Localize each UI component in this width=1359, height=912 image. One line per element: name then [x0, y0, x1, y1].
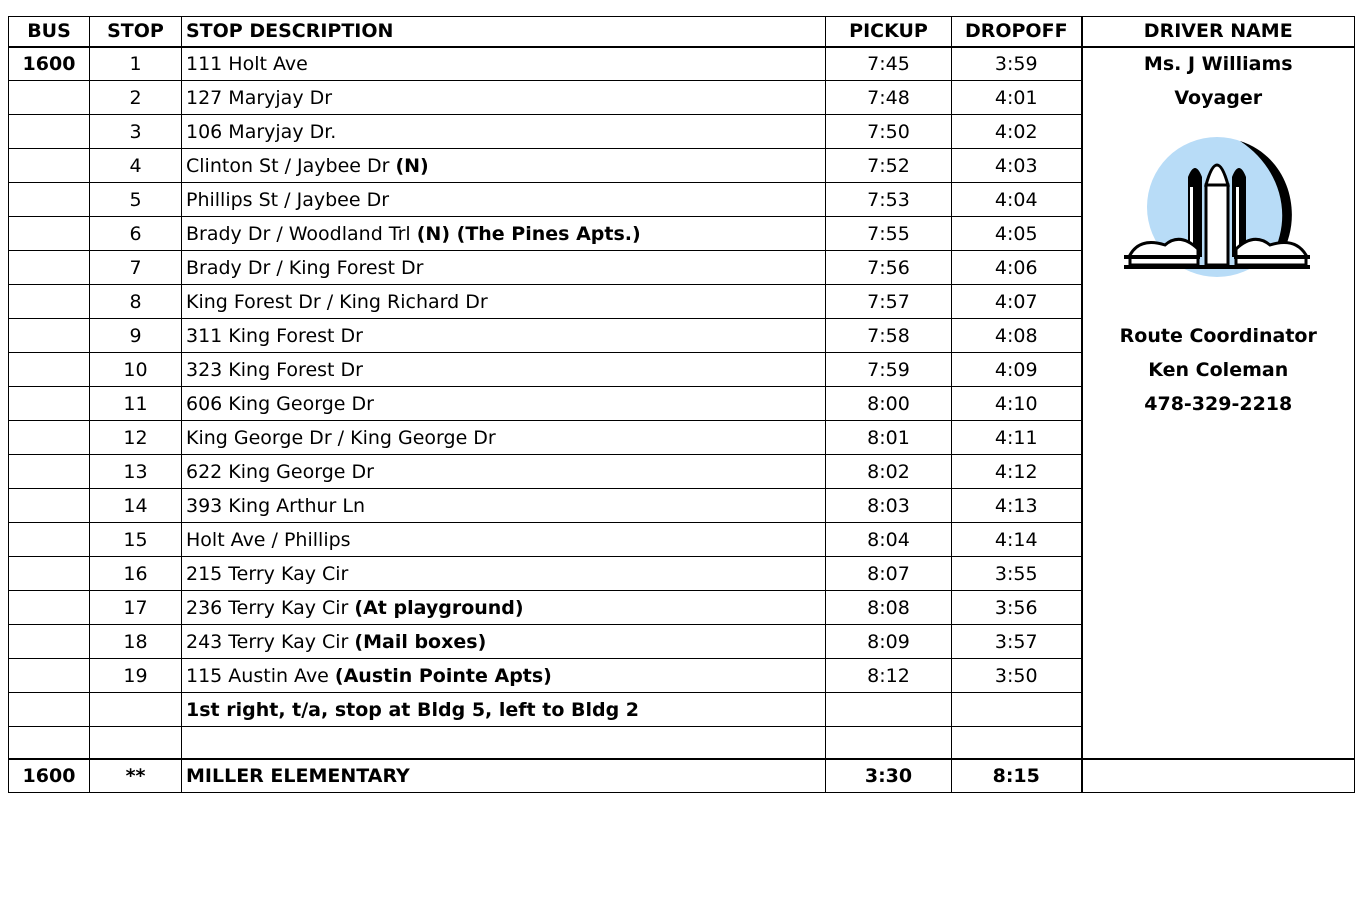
dropoff-time-cell: 3:50 — [952, 659, 1082, 693]
table-row — [9, 81, 1355, 115]
pickup-time-cell — [826, 727, 952, 759]
stop-number-cell: 14 — [90, 489, 182, 523]
driver-info-cell — [1082, 285, 1355, 319]
table-row — [9, 353, 1355, 387]
stop-description-cell — [182, 489, 826, 523]
table-row — [9, 387, 1355, 421]
header-pickup: PICKUP — [826, 17, 952, 47]
pickup-time-cell: 7:59 — [826, 353, 952, 387]
bus-number-cell — [9, 115, 90, 149]
stop-address: King George Dr / King George Dr — [186, 426, 496, 449]
stop-address: 127 Maryjay Dr — [186, 86, 333, 109]
dropoff-time-cell: 3:55 — [952, 557, 1082, 591]
table-row — [9, 557, 1355, 591]
stop-description-cell — [182, 659, 826, 693]
dropoff-time-cell: 4:05 — [952, 217, 1082, 251]
driver-info-cell — [1082, 693, 1355, 727]
pickup-time-cell: 7:48 — [826, 81, 952, 115]
stop-address: 243 Terry Kay Cir — [186, 630, 355, 653]
stop-address: 111 Holt Ave — [186, 52, 308, 75]
stop-description-cell — [182, 115, 826, 149]
dropoff-time-cell: 4:11 — [952, 421, 1082, 455]
stop-number-cell: 2 — [90, 81, 182, 115]
pickup-time-cell: 7:52 — [826, 149, 952, 183]
bus-number-cell — [9, 659, 90, 693]
dropoff-time-cell: 4:12 — [952, 455, 1082, 489]
table-row — [9, 455, 1355, 489]
dropoff-time-cell: 3:57 — [952, 625, 1082, 659]
stop-number-cell: 10 — [90, 353, 182, 387]
bus-number-cell — [9, 727, 90, 759]
stop-note: (N) (The Pines Apts.) — [416, 222, 641, 245]
dropoff-time-cell: 4:06 — [952, 251, 1082, 285]
pickup-time-cell: 8:12 — [826, 659, 952, 693]
destination-pickup-cell: 3:30 — [826, 759, 952, 793]
bus-number-cell — [9, 285, 90, 319]
pickup-time-cell: 8:00 — [826, 387, 952, 421]
driver-info-cell — [1082, 421, 1355, 455]
dropoff-time-cell: 4:14 — [952, 523, 1082, 557]
stop-description-cell — [182, 693, 826, 727]
destination-name-cell: MILLER ELEMENTARY — [182, 759, 826, 793]
driver-info-cell — [1082, 591, 1355, 625]
table-row — [9, 523, 1355, 557]
bus-number-cell: 1600 — [9, 47, 90, 81]
stop-description-cell — [182, 353, 826, 387]
header-description: STOP DESCRIPTION — [182, 17, 826, 47]
stop-address: Brady Dr / King Forest Dr — [186, 256, 424, 279]
destination-dropoff-cell: 8:15 — [952, 759, 1082, 793]
table-row — [9, 489, 1355, 523]
bus-number-cell — [9, 693, 90, 727]
bus-number-cell — [9, 557, 90, 591]
stop-number-cell: 3 — [90, 115, 182, 149]
pickup-time-cell: 7:56 — [826, 251, 952, 285]
table-row — [9, 285, 1355, 319]
stop-number-cell: 18 — [90, 625, 182, 659]
destination-driver-cell — [1082, 759, 1355, 793]
bus-number-cell — [9, 455, 90, 489]
stop-number-cell: 12 — [90, 421, 182, 455]
bus-number-cell — [9, 319, 90, 353]
driver-info-cell — [1082, 659, 1355, 693]
bus-number-cell — [9, 251, 90, 285]
dropoff-time-cell — [952, 727, 1082, 759]
table-row — [9, 421, 1355, 455]
dropoff-time-cell: 4:10 — [952, 387, 1082, 421]
driver-info-cell: 478-329-2218 — [1082, 387, 1355, 421]
stop-description-cell — [182, 387, 826, 421]
table-row — [9, 659, 1355, 693]
table-row — [9, 591, 1355, 625]
stop-address: Brady Dr / Woodland Trl — [186, 222, 417, 245]
stop-address: 323 King Forest Dr — [186, 358, 363, 381]
stop-note: (N) — [395, 154, 429, 177]
stop-number-cell: 13 — [90, 455, 182, 489]
driver-info-cell — [1082, 523, 1355, 557]
bus-number-cell — [9, 81, 90, 115]
stop-description-cell — [182, 183, 826, 217]
stop-address: 622 King George Dr — [186, 460, 374, 483]
stop-description-cell — [182, 47, 826, 81]
stop-note: 1st right, t/a, stop at Bldg 5, left to Bldg 2 — [186, 698, 640, 721]
pickup-time-cell: 7:57 — [826, 285, 952, 319]
stop-number-cell: 4 — [90, 149, 182, 183]
pickup-time-cell: 7:53 — [826, 183, 952, 217]
destination-row — [9, 759, 1355, 793]
stop-note: (At playground) — [354, 596, 524, 619]
pickup-time-cell: 8:01 — [826, 421, 952, 455]
bus-number-cell — [9, 523, 90, 557]
stop-description-cell — [182, 149, 826, 183]
stop-description-cell — [182, 591, 826, 625]
stop-note: (Austin Pointe Apts) — [334, 664, 552, 687]
header-bus: BUS — [9, 17, 90, 47]
stop-address: 115 Austin Ave — [186, 664, 335, 687]
stop-number-cell: 19 — [90, 659, 182, 693]
driver-info-cell — [1082, 557, 1355, 591]
pickup-time-cell: 8:08 — [826, 591, 952, 625]
destination-stop-cell: ** — [90, 759, 182, 793]
pickup-time-cell — [826, 693, 952, 727]
dropoff-time-cell: 4:04 — [952, 183, 1082, 217]
stop-number-cell: 1 — [90, 47, 182, 81]
bus-number-cell — [9, 489, 90, 523]
stop-number-cell: 17 — [90, 591, 182, 625]
stop-number-cell: 7 — [90, 251, 182, 285]
stop-description-cell — [182, 455, 826, 489]
stop-number-cell: 11 — [90, 387, 182, 421]
dropoff-time-cell: 4:07 — [952, 285, 1082, 319]
header-dropoff: DROPOFF — [952, 17, 1082, 47]
header-driver-name: DRIVER NAME — [1082, 17, 1355, 47]
stop-description-cell — [182, 727, 826, 759]
dropoff-time-cell: 4:02 — [952, 115, 1082, 149]
stop-number-cell: 6 — [90, 217, 182, 251]
bus-number-cell — [9, 421, 90, 455]
bus-number-cell — [9, 217, 90, 251]
table-row — [9, 47, 1355, 81]
stop-description-cell — [182, 625, 826, 659]
stop-number-cell: 9 — [90, 319, 182, 353]
stop-number-cell — [90, 693, 182, 727]
dropoff-time-cell: 4:13 — [952, 489, 1082, 523]
pickup-time-cell: 8:04 — [826, 523, 952, 557]
bus-number-cell — [9, 387, 90, 421]
stop-number-cell: 8 — [90, 285, 182, 319]
stop-description-cell — [182, 251, 826, 285]
stop-address: 106 Maryjay Dr. — [186, 120, 337, 143]
bus-number-cell — [9, 625, 90, 659]
stop-address: Clinton St / Jaybee Dr — [186, 154, 396, 177]
driver-info-cell — [1082, 455, 1355, 489]
pickup-time-cell: 8:09 — [826, 625, 952, 659]
stop-address: Phillips St / Jaybee Dr — [186, 188, 390, 211]
bus-number-cell — [9, 183, 90, 217]
table-row — [9, 319, 1355, 353]
table-row — [9, 693, 1355, 727]
table-row — [9, 625, 1355, 659]
pickup-time-cell: 7:55 — [826, 217, 952, 251]
stop-description-cell — [182, 217, 826, 251]
destination-bus-cell: 1600 — [9, 759, 90, 793]
dropoff-time-cell: 4:03 — [952, 149, 1082, 183]
bus-number-cell — [9, 591, 90, 625]
stop-description-cell — [182, 81, 826, 115]
stop-number-cell: 16 — [90, 557, 182, 591]
dropoff-time-cell: 4:09 — [952, 353, 1082, 387]
dropoff-time-cell: 4:01 — [952, 81, 1082, 115]
stop-address: 215 Terry Kay Cir — [186, 562, 349, 585]
dropoff-time-cell: 3:59 — [952, 47, 1082, 81]
bus-number-cell — [9, 353, 90, 387]
bus-number-cell — [9, 149, 90, 183]
dropoff-time-cell — [952, 693, 1082, 727]
header-row — [9, 17, 1355, 47]
pickup-time-cell: 8:03 — [826, 489, 952, 523]
stop-number-cell: 5 — [90, 183, 182, 217]
stop-description-cell — [182, 421, 826, 455]
space-shuttle-icon — [1120, 137, 1314, 287]
stop-address: 606 King George Dr — [186, 392, 374, 415]
dropoff-time-cell: 3:56 — [952, 591, 1082, 625]
stop-address: 236 Terry Kay Cir — [186, 596, 355, 619]
stop-address: 311 King Forest Dr — [186, 324, 363, 347]
stop-number-cell: 15 — [90, 523, 182, 557]
dropoff-time-cell: 4:08 — [952, 319, 1082, 353]
driver-info-cell — [1082, 489, 1355, 523]
driver-info-cell: Ken Coleman — [1082, 353, 1355, 387]
driver-info-cell: Ms. J Williams — [1082, 47, 1355, 81]
pickup-time-cell: 8:07 — [826, 557, 952, 591]
stop-description-cell — [182, 557, 826, 591]
stop-description-cell — [182, 285, 826, 319]
driver-info-cell — [1082, 727, 1355, 759]
stop-note: (Mail boxes) — [354, 630, 487, 653]
driver-info-cell: Voyager — [1082, 81, 1355, 115]
stop-description-cell — [182, 523, 826, 557]
bus-route-table — [8, 16, 1355, 793]
pickup-time-cell: 8:02 — [826, 455, 952, 489]
stop-address: Holt Ave / Phillips — [186, 528, 351, 551]
stop-address: King Forest Dr / King Richard Dr — [186, 290, 488, 313]
pickup-time-cell: 7:45 — [826, 47, 952, 81]
stop-address: 393 King Arthur Ln — [186, 494, 366, 517]
pickup-time-cell: 7:50 — [826, 115, 952, 149]
driver-info-cell: Route Coordinator — [1082, 319, 1355, 353]
pickup-time-cell: 7:58 — [826, 319, 952, 353]
stop-description-cell — [182, 319, 826, 353]
table-row — [9, 727, 1355, 759]
driver-info-cell — [1082, 625, 1355, 659]
header-stop: STOP — [90, 17, 182, 47]
stop-number-cell — [90, 727, 182, 759]
